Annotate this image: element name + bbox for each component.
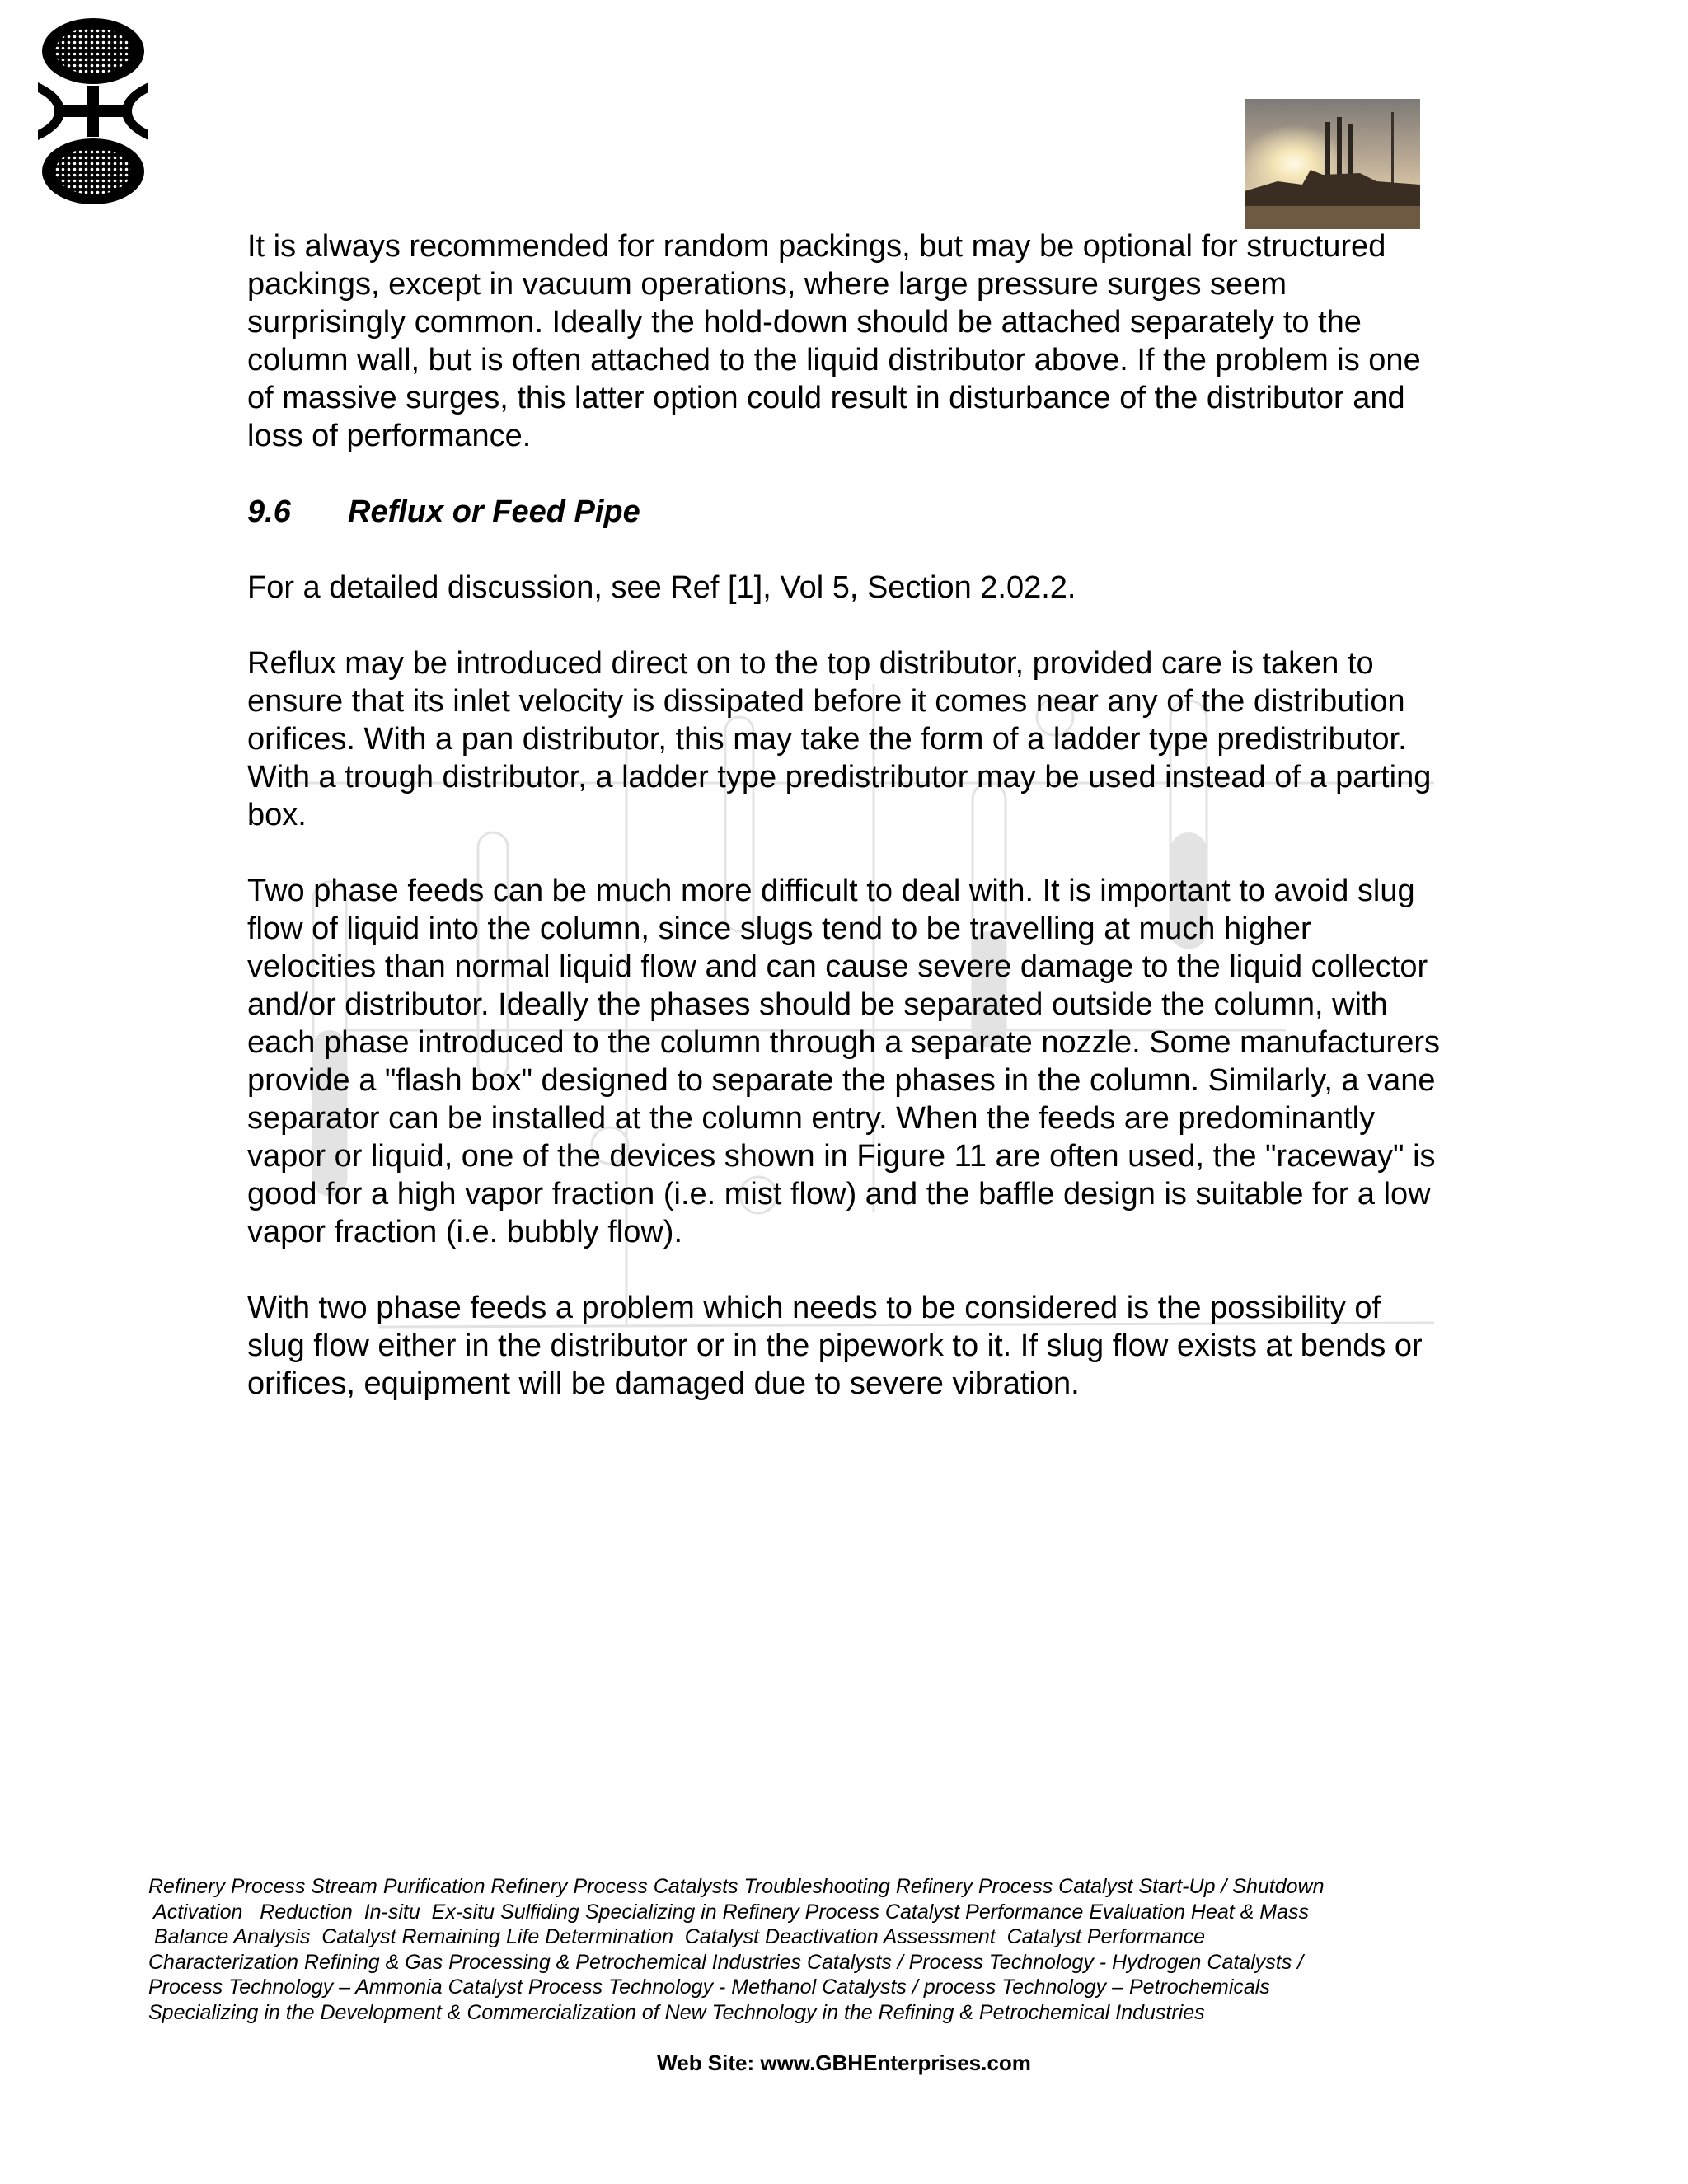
- section-title: Reflux or Feed Pipe: [348, 494, 640, 529]
- document-body: [247, 227, 1442, 1441]
- footer-line: Refinery Process Stream Purification Refinery Process Catalysts Troubleshooting Refinery Process Catalyst Start-Up / Shutdown: [148, 1875, 1325, 1898]
- body-paragraph-1: For a detailed discussion, see Ref [1], Vol 5, Section 2.02.2.: [247, 570, 1076, 605]
- refinery-sunset-photo-icon: [1245, 99, 1420, 229]
- body-paragraph-4: With two phase feeds a problem which needs to be considered is the possibility of slug flow either in the distributor or in the pipework to it. If slug flow exists at bends or orifices, equipment will be damaged due to severe vibration.: [247, 1291, 1423, 1401]
- body-paragraph-3: Two phase feeds can be much more difficult to deal with. It is important to avoid slug flow of liquid into the column, since slugs tend to be travelling at much higher velocities than normal liquid flow and can cause severe damage to the liquid collector and/or distributor. Ideally the phases should be separated outside the column, with each phase introduced to the column through a separate nozzle. Some manufacturers provide a "flash box" designed to separate the phases in the column. Similarly, a vane separator can be installed at the column entry. When the feeds are predominantly vapor or liquid, one of the devices shown in Figure 11 are often used, the "raceway" is good for a high vapor fraction (i.e. mist flow) and the baffle design is suitable for a low vapor fraction (i.e. bubbly flow).: [247, 874, 1440, 1249]
- footer-line: Activation Reduction In-situ Ex-situ Sulfiding Specializing in Refinery Process Catalyst Performance Evaluation Heat & Mass: [148, 1900, 1310, 1924]
- intro-paragraph: It is always recommended for random packings, but may be optional for structured packings, except in vacuum operations, where large pressure surges seem surprisingly common. Ideally the hold-down should be attached separately to the column wall, but is often attached to the liquid distributor above. If the problem is one of massive surges, this latter option could result in disturbance of the distributor and loss of performance.: [247, 229, 1421, 453]
- footer-line: Balance Analysis Catalyst Remaining Life Determination Catalyst Deactivation Assessment Catalyst Performance: [148, 1925, 1206, 1948]
- section-number: 9.6: [247, 494, 291, 529]
- website-link[interactable]: Web Site: www.GBHEnterprises.com: [657, 2050, 1031, 2075]
- footer-line: Process Technology – Ammonia Catalyst Process Technology - Methanol Catalysts / process Technology – Petrochemicals: [148, 1975, 1270, 1999]
- company-logo-icon: [31, 16, 155, 206]
- body-paragraph-2: Reflux may be introduced direct on to the top distributor, provided care is taken to ensure that its inlet velocity is dissipated before it comes near any of the distribution orifices. With a pan distributor, this may take the form of a ladder type predistributor. With a trough distributor, a ladder type predistributor may be used instead of a parting box.: [247, 646, 1432, 832]
- footer-services-text: [148, 1874, 1434, 2025]
- section-heading: [247, 493, 1442, 531]
- footer-line: Specializing in the Development & Commercialization of New Technology in the Refining & Petrochemical Industries: [148, 2000, 1205, 2024]
- footer-line: Characterization Refining & Gas Processing & Petrochemical Industries Catalysts / Process Technology - Hydrogen Catalysts /: [148, 1950, 1304, 1974]
